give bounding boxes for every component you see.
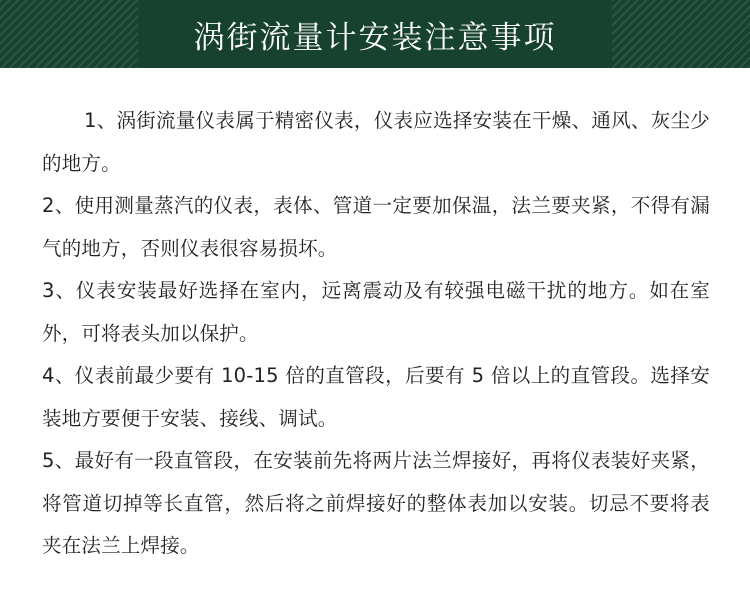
page-title: 涡街流量计安装注意事项 bbox=[193, 19, 557, 56]
instructions-list bbox=[42, 100, 710, 568]
instruction-item-1: 1、涡街流量仪表属于精密仪表，仪表应选择安装在干燥、通风、灰尘少的地方。 bbox=[42, 109, 710, 175]
instruction-item-2: 2、使用测量蒸汽的仪表，表体、管道一定要加保温，法兰要夹紧，不得有漏气的地方，否则仪表很容易损坏。 bbox=[42, 194, 710, 260]
instruction-item-3: 3、仪表安装最好选择在室内，远离震动及有较强电磁干扰的地方。如在室外，可将表头加以保护。 bbox=[42, 279, 710, 345]
title-banner bbox=[0, 0, 750, 68]
title-box bbox=[138, 0, 612, 68]
instruction-item-4: 4、仪表前最少要有 10-15 倍的直管段，后要有 5 倍以上的直管段。选择安装地方要便于安装、接线、调试。 bbox=[42, 364, 710, 430]
instruction-item-5: 5、最好有一段直管段，在安装前先将两片法兰焊接好，再将仪表装好夹紧，将管道切掉等长直管，然后将之前焊接好的整体表加以安装。切忌不要将表夹在法兰上焊接。 bbox=[42, 449, 710, 557]
